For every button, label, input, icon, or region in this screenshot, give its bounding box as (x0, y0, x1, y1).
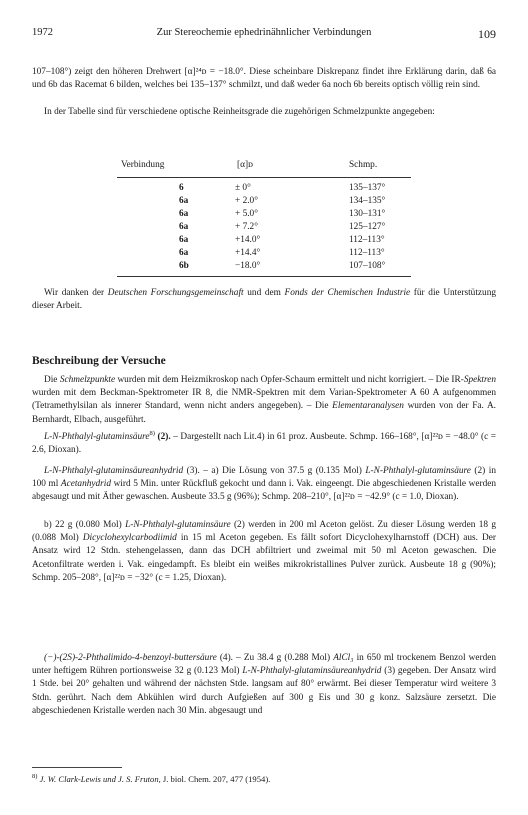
rotation-table (117, 160, 411, 271)
table-row: 6a +14.0° 112–113° (179, 235, 385, 245)
table-header-mp: Schmp. (349, 160, 378, 170)
acknowledgement: Wir danken der Deutschen Forschungsgemeinschaft und dem Fonds der Chemischen Industrie für die Unterstützung dieser Arbeit. (32, 288, 496, 312)
table-rule-top (117, 177, 411, 178)
footnote-rule (32, 767, 122, 768)
header-year: 1972 (32, 27, 53, 38)
intro-paragraph-1: 107–108°) zeigt den höheren Drehwert [α]²⁴ᴅ = −18.0°. Diese scheinbare Diskrepanz findet ihre Erklärung darin, daß 6a und 6b das Racemat 6 bilden, welches bei 135–137° schmilzt, und daß weder 6a noch 6b bereits optisch völlig rein sind. (32, 67, 496, 91)
table-row: 6a +14.4° 112–113° (179, 248, 385, 258)
intro-paragraph-2: In der Tabelle sind für verschiedene optische Reinheitsgrade die zugehörigen Schmelzpunkte angegeben: (44, 107, 435, 117)
table-row: 6a + 5.0° 130–131° (179, 209, 386, 219)
section-title: Beschreibung der Versuche (32, 355, 166, 367)
table-header-rotation: [α]ᴅ (237, 160, 253, 170)
table-header (117, 160, 411, 176)
table-row: 6b −18.0° 107–108° (179, 261, 386, 271)
table-row: 6a + 7.2° 125–127° (179, 222, 386, 232)
table-row: 6a + 2.0° 134–135° (179, 196, 386, 206)
table-rule-bottom (117, 276, 411, 277)
footnote: $^{8)}$ J. W. Clark-Lewis und J. S. Fruton, J. biol. Chem. 207, 477 (1954). (32, 773, 271, 784)
table-row: 6 ± 0° 135–137° (179, 183, 386, 193)
experiment-3b-paragraph: b) 22 g (0.080 Mol) L-N-Phthalyl-glutaminsäure (2) werden in 200 ml Aceton gelöst. Zu dieser Lösung werden 18 g (0.088 Mol) Dicyclohexylcarbodiimid in 15 ml Aceton gegeben. Es fällt sofort Dicyclohexylharnstoff (DCH) aus. Der Ansatz wird 12 Stdn. stehengelassen, dann das DCH abfiltriert und zweimal mit 50 ml Aceton gewaschen. Die Acetonfiltrate werden i. Vak. eingedampft. Es bleibt ein weißes mikrokristallines Pulver zurück. Ausbeute 18 g (90%); Schmp. 205–208°, [α]²²ᴅ = −32° (c = 1.25, Dioxan). (32, 520, 496, 583)
page-number: 109 (478, 27, 496, 41)
running-header (32, 27, 496, 41)
header-title: Zur Stereochemie ephedrinähnlicher Verbindungen (156, 27, 372, 38)
methods-paragraph: Die Schmelzpunkte wurden mit dem Heizmikroskop nach Opfer-Schaum ermittelt und nicht korrigiert. – Die IR-Spektren wurden mit dem Beckman-Spektrometer IR 8, die NMR-Spektren mit dem Varian-Spektrometer A 60 A aufgenommen (Tetramethylsilan als innerer Standard, wenn nicht anders angegeben). – Die Elementaranalysen wurden von der Fa. A. Bernhardt, Elbach, ausgeführt. (32, 375, 497, 425)
experiment-4-paragraph: (−)-(2S)-2-Phthalimido-4-benzoyl-buttersäure (4). – Zu 38.4 g (0.288 Mol) AlCl₃ in 650 ml trockenem Benzol werden unter heftigem Rühren portionsweise 32 g (0.123 Mol) L-N-Phthalyl-glutaminsäureanhydrid (3) gegeben. Der Ansatz wird 1 Stde. bei 20° gehalten und während der nächsten Stde. langsam auf 80° erwärmt. Bei dieser Temperatur wird weitere 3 Stdn. gerührt. Nach dem Abkühlen wird durch Aufgießen auf 300 g Eis und 30 g konz. Salzsäure zersetzt. Die abgeschiedenen Kristalle werden nach 30 Min. abgesaugt und (32, 653, 496, 716)
experiment-2-paragraph: L-N-Phthalyl-glutaminsäure$^{8)}$ (2). – Dargestellt nach Lit.4) in 61 proz. Ausbeute. Schmp. 166–168°, [α]²²ᴅ = −48.0° (c = 2.6, Dioxan). (32, 430, 496, 456)
table-header-compound: Verbindung (121, 160, 165, 170)
experiment-3a-paragraph: L-N-Phthalyl-glutaminsäureanhydrid (3). – a) Die Lösung von 37.5 g (0.135 Mol) L-N-Phthalyl-glutaminsäure (2) in 100 ml Acetanhydrid wird 5 Min. unter Rückfluß gekocht und dann i. Vak. eingeengt. Die abgeschiedenen Kristalle werden abgesaugt und mit Äther gewaschen. Ausbeute 33.5 g (96%); Schmp. 208–210°, [α]²²ᴅ = −42.9° (c = 1.0, Dioxan). (32, 466, 496, 503)
